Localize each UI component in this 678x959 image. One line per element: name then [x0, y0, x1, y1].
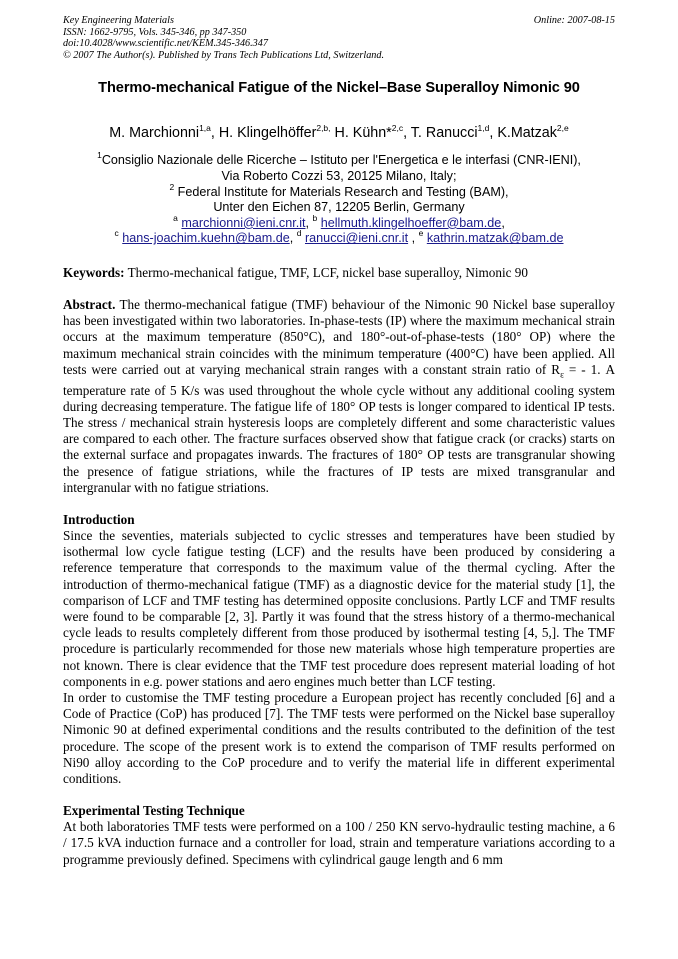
author: H. Klingelhöffer$^{2,b,}$ — [218, 123, 331, 142]
author: K.Matzak$^{2,e}$ — [497, 123, 569, 142]
author: M. Marchionni$^{1,a}$, — [109, 123, 219, 142]
issn-line: ISSN: 1662-9795, Vols. 345-346, pp 347-350 — [63, 26, 247, 38]
journal-name: Key Engineering Materials — [63, 15, 174, 26]
paper-page — [63, 15, 615, 868]
affiliation-1-line-2: Via Roberto Cozzi 53, 20125 Milano, Italy; — [221, 168, 457, 183]
email-link-a[interactable]: marchionni@ieni.cnr.it — [181, 215, 306, 230]
affiliation-2-line-2: Unter den Eichen 87, 12205 Berlin, Germany — [213, 200, 465, 215]
email-line-2: $^c$ hans-joachim.kuehn@bam.de, $^d$ ranucci@ieni.cnr.it , $^e$ kathrin.matzak@bam.de — [114, 228, 564, 246]
affiliation-2-line-1: $^2$ Federal Institute for Materials Research and Testing (BAM), — [169, 181, 509, 199]
introduction-paragraph-2: In order to customise the TMF testing procedure a European project has recently concluded [6] and a Code of Practice (CoP) has produced [7]. The TMF tests were performed on the Nickel base superalloy Nimonic 90 at defined experimental conditions and the results contributed to the definition of the test procedure. The scope of the present work is to extend the comparison of TMF results performed on Ni90 alloy according to the CoP procedure and to verify the material life in different experimental conditions. — [63, 690, 615, 787]
experimental-paragraph-1: At both laboratories TMF tests were performed on a 100 / 250 KN servo-hydraulic testing machine, a 6 / 17.5 kVA induction furnace and a controller for load, strain and temperature variations according to a programme previously defined. Specimens with cylindrical gauge length and 6 mm — [63, 819, 615, 867]
abstract-label: Abstract. — [63, 296, 116, 312]
email-link-e[interactable]: kathrin.matzak@bam.de — [426, 231, 564, 246]
introduction-paragraph-1: Since the seventies, materials subjected to cyclic stresses and temperatures have been studied by isothermal low cycle fatigue testing (LCF) and the results have been produced by considering a reference temperature that corresponds to the maximum value of the thermal cycling. After the introduction of thermo-mechanical fatigue (TMF) as a diagnostic device for the material study [1], the comparison of LCF and TMF testing has determined opposite conclusions. Partly LCF and TMF results were found to be comparable [2, 3]. Partly it was found that the stress history of a thermo-mechanical cycle leads to results completely different from those produced by isothermal testing [4, 5,]. The TMF procedure is particularly recommended for those new materials whose high temperature properties are not known. There is clear evidence that the TMF test procedure does represent material loading of hot components in e.g. power stations and aero engines much better than LCF testing. — [63, 528, 615, 689]
email-line-1: $^a$ marchionni@ieni.cnr.it, $^b$ hellmuth.klingelhoeffer@bam.de, — [173, 212, 505, 230]
email-link-b[interactable]: hellmuth.klingelhoeffer@bam.de — [320, 215, 502, 230]
author-list — [63, 125, 615, 141]
keywords-label: Keywords: — [63, 264, 125, 280]
email-link-d[interactable]: ranucci@ieni.cnr.it — [304, 231, 409, 246]
keywords — [63, 265, 615, 281]
keywords-text: Thermo-mechanical fatigue, TMF, LCF, nickel base superalloy, Nimonic 90 — [124, 264, 528, 280]
email-link-c[interactable]: hans-joachim.kuehn@bam.de — [122, 231, 290, 246]
section-heading-experimental: Experimental Testing Technique — [63, 803, 245, 819]
author: T. Ranucci$^{1,d}$, — [410, 123, 498, 142]
section-heading-introduction: Introduction — [63, 512, 135, 528]
abstract: Abstract. The thermo-mechanical fatigue (TMF) behaviour of the Nimonic 90 Nickel base superalloy has been investigated within two laboratories. In-phase-tests (IP) where the maximum mechanical strain occurs at the maximum temperature (850°C), and 180°-out-of-phase-tests (180° OP) where the maximum mechanical strain coincides with the minimum temperature (400°C) have been applied. All tests were carried out at varying mechanical strain ranges with a constant strain ratio of $R_\varepsilon$ = - 1. A temperature rate of 5 K/s was used throughout the whole cycle without any additional cooling system during decreasing temperature. The fatigue life of 180° OP tests is longer compared to identical IP tests. The stress / mechanical strain hysteresis loops are completely different and some characteristic values are compared to each other. The fracture surfaces observed show that fatigue crack (or cracks) starts on the external surface and propagates inwards. The fractures of 180° OP tests are transgranular showing the presence of fatigue striations, while the fractures of IP tests are mixed transgranular and intergranular with no fatigue striations. — [63, 296, 615, 495]
doi-line: doi:10.4028/www.scientific.net/KEM.345-346.347 — [63, 38, 268, 50]
online-date: Online: 2007-08-15 — [533, 15, 615, 26]
journal-header — [63, 15, 615, 61]
affiliations — [63, 150, 615, 247]
author: H. Kühn*$^{2,c}$, — [334, 123, 411, 142]
paper-title: Thermo-mechanical Fatigue of the Nickel–Base Superalloy Nimonic 90 — [98, 80, 580, 97]
copyright-line: © 2007 The Author(s). Published by Trans Tech Publications Ltd, Switzerland. — [63, 49, 385, 61]
affiliation-1-line-1: $^1$Consiglio Nazionale delle Ricerche – Istituto per l'Energetica e le interfasi (CNR-IENI), — [97, 150, 581, 168]
